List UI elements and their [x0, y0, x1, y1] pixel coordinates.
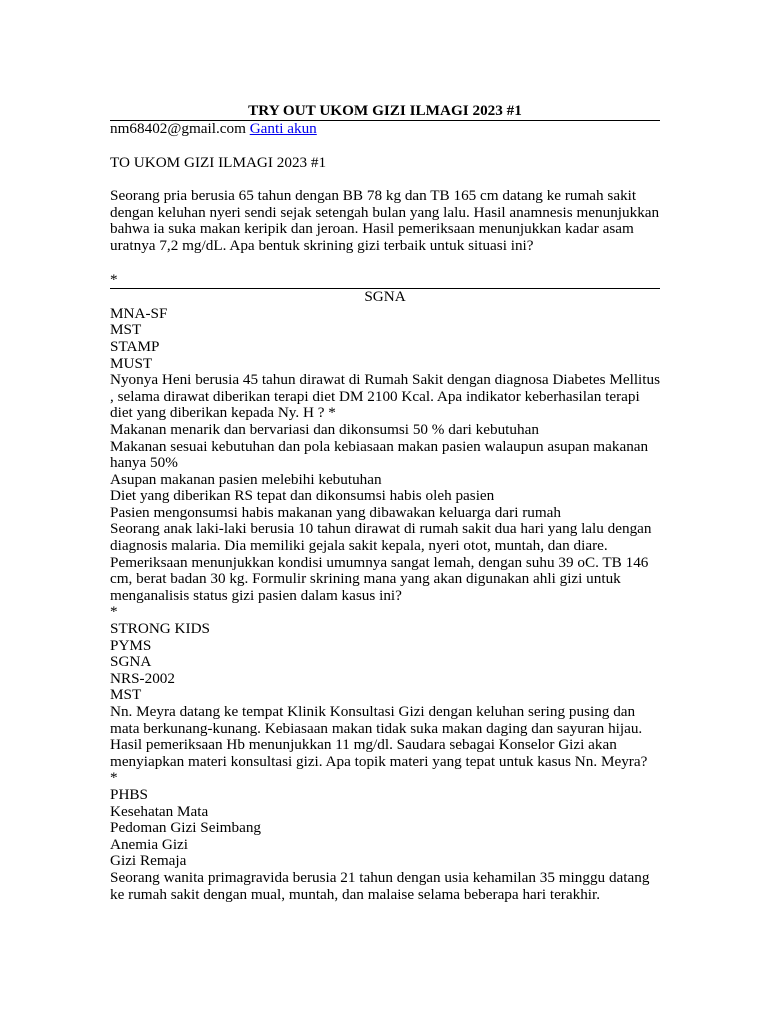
- answer-option[interactable]: PHBS: [110, 785, 148, 803]
- answer-option[interactable]: MST: [110, 321, 142, 339]
- answer-option[interactable]: PYMS: [110, 636, 152, 654]
- spacer: [110, 255, 660, 272]
- form-heading: TO UKOM GIZI ILMAGI 2023 #1: [110, 153, 327, 171]
- required-marker: *: [110, 603, 118, 621]
- answer-option[interactable]: Anemia Gizi: [110, 835, 189, 853]
- answer-option[interactable]: Kesehatan Mata: [110, 802, 209, 820]
- answer-option[interactable]: Diet yang diberikan RS tepat dan dikonsumsi habis oleh pasien: [110, 487, 495, 505]
- document-title: TRY OUT UKOM GIZI ILMAGI 2023 #1: [248, 102, 522, 119]
- question-text: Nyonya Heni berusia 45 tahun dirawat di Rumah Sakit dengan diagnosa Diabetes Mellitus , selama dirawat diberikan terapi diet DM 2100 Kcal. Apa indikator keberhasilan terapi diet yang diberikan kepada Ny. H ? *: [110, 371, 661, 422]
- question-text: Seorang pria berusia 65 tahun dengan BB 78 kg dan TB 165 cm datang ke rumah sakit dengan keluhan nyeri sendi sejak setengah bulan yang lalu. Hasil anamnesis menunjukkan bahwa ia suka makan keripik dan jeroan. Hasil pemeriksaan menunjukkan kadar asam uratnya 7,2 mg/dL. Apa bentuk skrining gizi terbaik untuk situasi ini?: [110, 187, 660, 254]
- answer-option[interactable]: SGNA: [364, 288, 406, 306]
- answer-option[interactable]: NRS-2002: [110, 669, 175, 687]
- switch-account-link[interactable]: Ganti akun: [249, 120, 317, 137]
- answer-option[interactable]: MNA-SF: [110, 304, 168, 322]
- document-content: [110, 101, 660, 903]
- required-marker: *: [110, 270, 118, 288]
- account-email: nm68402@gmail.com: [110, 120, 246, 137]
- spacer: [110, 171, 660, 188]
- answer-option[interactable]: Gizi Remaja: [110, 852, 187, 870]
- answer-option[interactable]: Pasien mengonsumsi habis makanan yang dibawakan keluarga dari rumah: [110, 503, 562, 521]
- question-text: Nn. Meyra datang ke tempat Klinik Konsultasi Gizi dengan keluhan sering pusing dan mata berkunang-kunang. Kebiasaan makan tidak suka makan daging dan sayuran hijau. Hasil pemeriksaan Hb menunjukkan 11 mg/dl. Saudara sebagai Konselor Gizi akan menyiapkan materi konsultasi gizi. Apa topik materi yang tepat untuk kasus Nn. Meyra?: [110, 703, 648, 770]
- answer-option[interactable]: Makanan sesuai kebutuhan dan pola kebiasaan makan pasien walaupun asupan makanan hanya 50%: [110, 437, 649, 472]
- answer-option[interactable]: MUST: [110, 354, 153, 372]
- required-marker: *: [110, 769, 118, 787]
- answer-option[interactable]: SGNA: [110, 653, 152, 671]
- answer-option[interactable]: Makanan menarik dan bervariasi dan dikonsumsi 50 % dari kebutuhan: [110, 420, 539, 438]
- answer-option[interactable]: Pedoman Gizi Seimbang: [110, 819, 262, 837]
- answer-option[interactable]: MST: [110, 686, 142, 704]
- answer-option[interactable]: STRONG KIDS: [110, 620, 210, 638]
- spacer: [110, 138, 660, 155]
- answer-option[interactable]: Asupan makanan pasien melebihi kebutuhan: [110, 470, 382, 488]
- account-line: [110, 121, 660, 138]
- question-text: Seorang anak laki-laki berusia 10 tahun dirawat di rumah sakit dua hari yang lalu dengan diagnosis malaria. Dia memiliki gejala sakit kepala, nyeri otot, muntah, dan diare. Pemeriksaan menunjukkan kondisi umumnya sangat lemah, dengan suhu 39 oC. TB 146 cm, berat badan 30 kg. Formulir skrining mana yang akan digunakan ahli gizi untuk menganalisis status gizi pasien dalam kasus ini?: [110, 520, 652, 604]
- answer-option[interactable]: STAMP: [110, 337, 160, 355]
- question-text: Seorang wanita primagravida berusia 21 tahun dengan usia kehamilan 35 minggu datang ke rumah sakit dengan mual, muntah, dan malaise selama beberapa hari terakhir.: [110, 868, 650, 903]
